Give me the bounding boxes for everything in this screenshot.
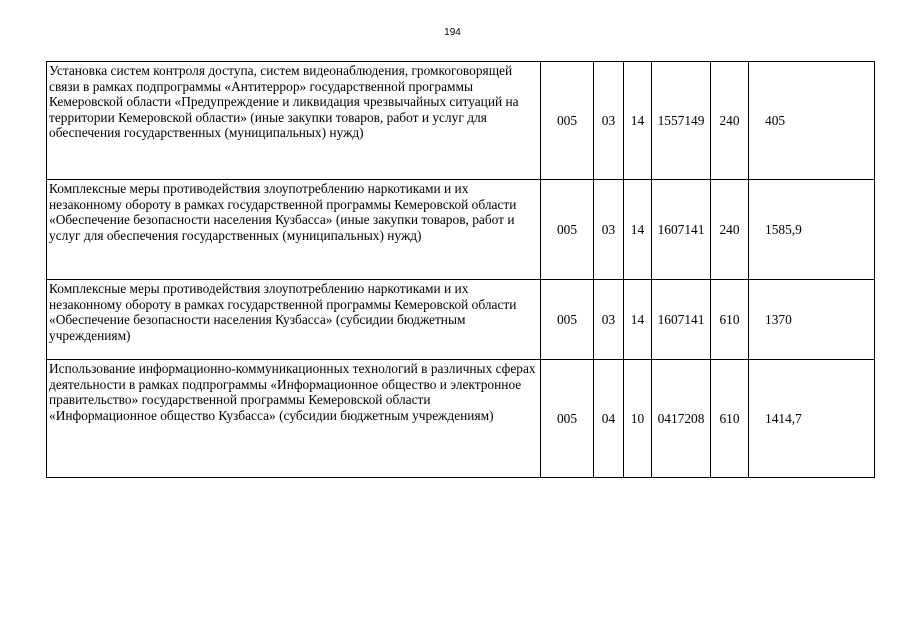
row-description: Использование информационно-коммуникационных технологий в различных сферах деятельности в рамках подпрограммы «Информационное общество и электронное правительство» государственной программы Кемеровской области «Информационное общество Кузбасса» (субсидии бюджетным учреждениям) bbox=[47, 360, 541, 478]
expense-type-code: 610 bbox=[711, 280, 749, 360]
row-description: Установка систем контроля доступа, систем видеонаблюдения, громкоговорящей связи в рамках подпрограммы «Антитеррор» государственной программы Кемеровской области «Предупреждение и ликвидация чрезвычайных ситуаций на территории Кемеровской области» (иные закупки товаров, работ и услуг для обеспечения государственных (муниципальных) нужд) bbox=[47, 62, 541, 180]
target-article-code: 1607141 bbox=[652, 180, 711, 280]
table-row bbox=[47, 360, 875, 478]
target-article-code: 1557149 bbox=[652, 62, 711, 180]
ministry-code: 005 bbox=[541, 280, 594, 360]
subsection-code: 14 bbox=[624, 180, 652, 280]
subsection-code: 14 bbox=[624, 280, 652, 360]
table-row bbox=[47, 62, 875, 180]
ministry-code: 005 bbox=[541, 360, 594, 478]
subsection-code: 14 bbox=[624, 62, 652, 180]
row-description: Комплексные меры противодействия злоупотреблению наркотиками и их незаконному обороту в рамках государственной программы Кемеровской области «Обеспечение безопасности населения Кузбасса» (иные закупки товаров, работ и услуг для обеспечения государственных (муниципальных) нужд) bbox=[47, 180, 541, 280]
amount-value: 1370 bbox=[749, 280, 875, 360]
ministry-code: 005 bbox=[541, 62, 594, 180]
table-row bbox=[47, 180, 875, 280]
ministry-code: 005 bbox=[541, 180, 594, 280]
section-code: 03 bbox=[594, 180, 624, 280]
target-article-code: 0417208 bbox=[652, 360, 711, 478]
target-article-code: 1607141 bbox=[652, 280, 711, 360]
amount-value: 1585,9 bbox=[749, 180, 875, 280]
amount-value: 1414,7 bbox=[749, 360, 875, 478]
section-code: 04 bbox=[594, 360, 624, 478]
expense-type-code: 240 bbox=[711, 62, 749, 180]
expense-type-code: 240 bbox=[711, 180, 749, 280]
table-row bbox=[47, 280, 875, 360]
expense-type-code: 610 bbox=[711, 360, 749, 478]
budget-table bbox=[46, 61, 875, 478]
amount-value: 405 bbox=[749, 62, 875, 180]
section-code: 03 bbox=[594, 280, 624, 360]
page-number: 194 bbox=[444, 27, 461, 38]
subsection-code: 10 bbox=[624, 360, 652, 478]
row-description: Комплексные меры противодействия злоупотреблению наркотиками и их незаконному обороту в рамках государственной программы Кемеровской области «Обеспечение безопасности населения Кузбасса» (субсидии бюджетным учреждениям) bbox=[47, 280, 541, 360]
section-code: 03 bbox=[594, 62, 624, 180]
